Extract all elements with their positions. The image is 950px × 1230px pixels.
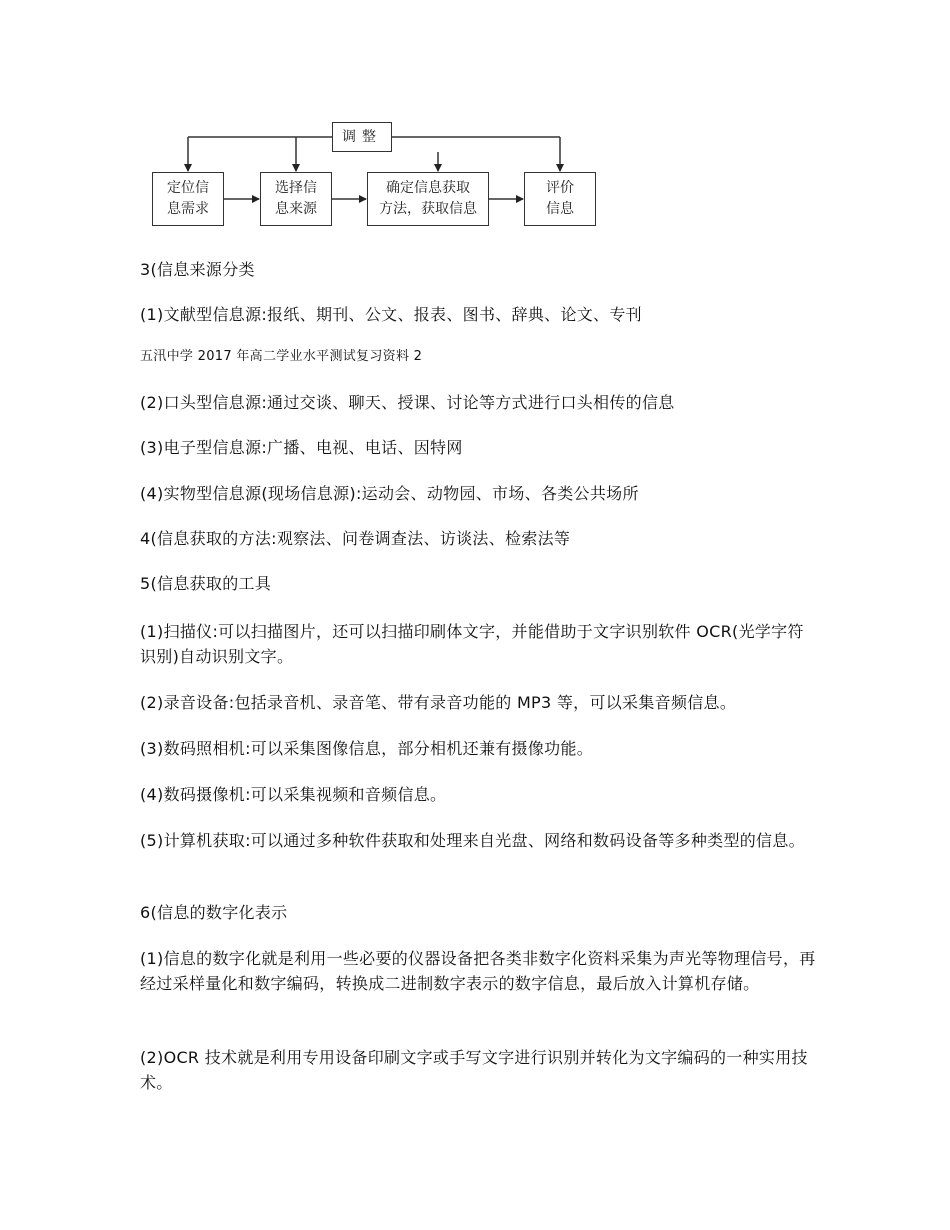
section-heading-info-source-types: 3(信息来源分类 — [140, 260, 255, 279]
section-heading-acquisition-methods: 4(信息获取的方法:观察法、问卷调查法、访谈法、检索法等 — [140, 529, 571, 548]
flow-box-evaluate-info — [524, 172, 596, 226]
section-heading-acquisition-tools: 5(信息获取的工具 — [140, 574, 272, 593]
paragraph-electronic-source: (3)电子型信息源:广播、电视、电话、因特网 — [140, 438, 463, 457]
paragraph-digitization-definition: (1)信息的数字化就是利用一些必要的仪器设备把各类非数字化资料采集为声光等物理信号，再经过采样量化和数字编码，转换成二进制数字表示的数字信息，最后放入计算机存储。 — [140, 949, 816, 993]
flow-box-adjust-label: 调整 — [342, 128, 382, 145]
paragraph-scanner: (1)扫描仪:可以扫描图片，还可以扫描印刷体文字，并能借助于文字识别软件 OCR(光学字符识别)自动识别文字。 — [140, 622, 804, 666]
flow-box-label: 选择信 息来源 — [275, 180, 317, 217]
page-header-note: 五汛中学 2017 年高二学业水平测试复习资料 2 — [140, 349, 423, 364]
flow-box-label: 评价 信息 — [546, 180, 574, 217]
flow-box-adjust — [332, 122, 392, 152]
flow-box-locate-need — [152, 172, 224, 226]
section-heading-digitization: 6(信息的数字化表示 — [140, 903, 288, 922]
flow-box-label: 定位信 息需求 — [167, 180, 209, 217]
flow-box-acquire-info — [367, 172, 489, 226]
flow-box-select-source — [260, 172, 332, 226]
paragraph-computer-acquisition: (5)计算机获取:可以通过多种软件获取和处理来自光盘、网络和数码设备等多种类型的信息。 — [140, 831, 805, 850]
paragraph-digital-camera: (3)数码照相机:可以采集图像信息，部分相机还兼有摄像功能。 — [140, 739, 594, 758]
paragraph-oral-source: (2)口头型信息源:通过交谈、聊天、授课、讨论等方式进行口头相传的信息 — [140, 393, 675, 412]
paragraph-video-camera: (4)数码摄像机:可以采集视频和音频信息。 — [140, 785, 447, 804]
paragraph-literature-source: (1)文献型信息源:报纸、期刊、公文、报表、图书、辞典、论文、专刊 — [140, 305, 642, 324]
process-flowchart — [0, 0, 950, 240]
paragraph-physical-source: (4)实物型信息源(现场信息源):运动会、动物园、市场、各类公共场所 — [140, 484, 639, 503]
paragraph-recording-device: (2)录音设备:包括录音机、录音笔、带有录音功能的 MP3 等，可以采集音频信息。 — [140, 693, 737, 712]
flow-box-label: 确定信息获取 方法，获取信息 — [379, 180, 477, 217]
paragraph-ocr-definition: (2)OCR 技术就是利用专用设备印刷文字或手写文字进行识别并转化为文字编码的一种实用技术。 — [140, 1048, 808, 1092]
